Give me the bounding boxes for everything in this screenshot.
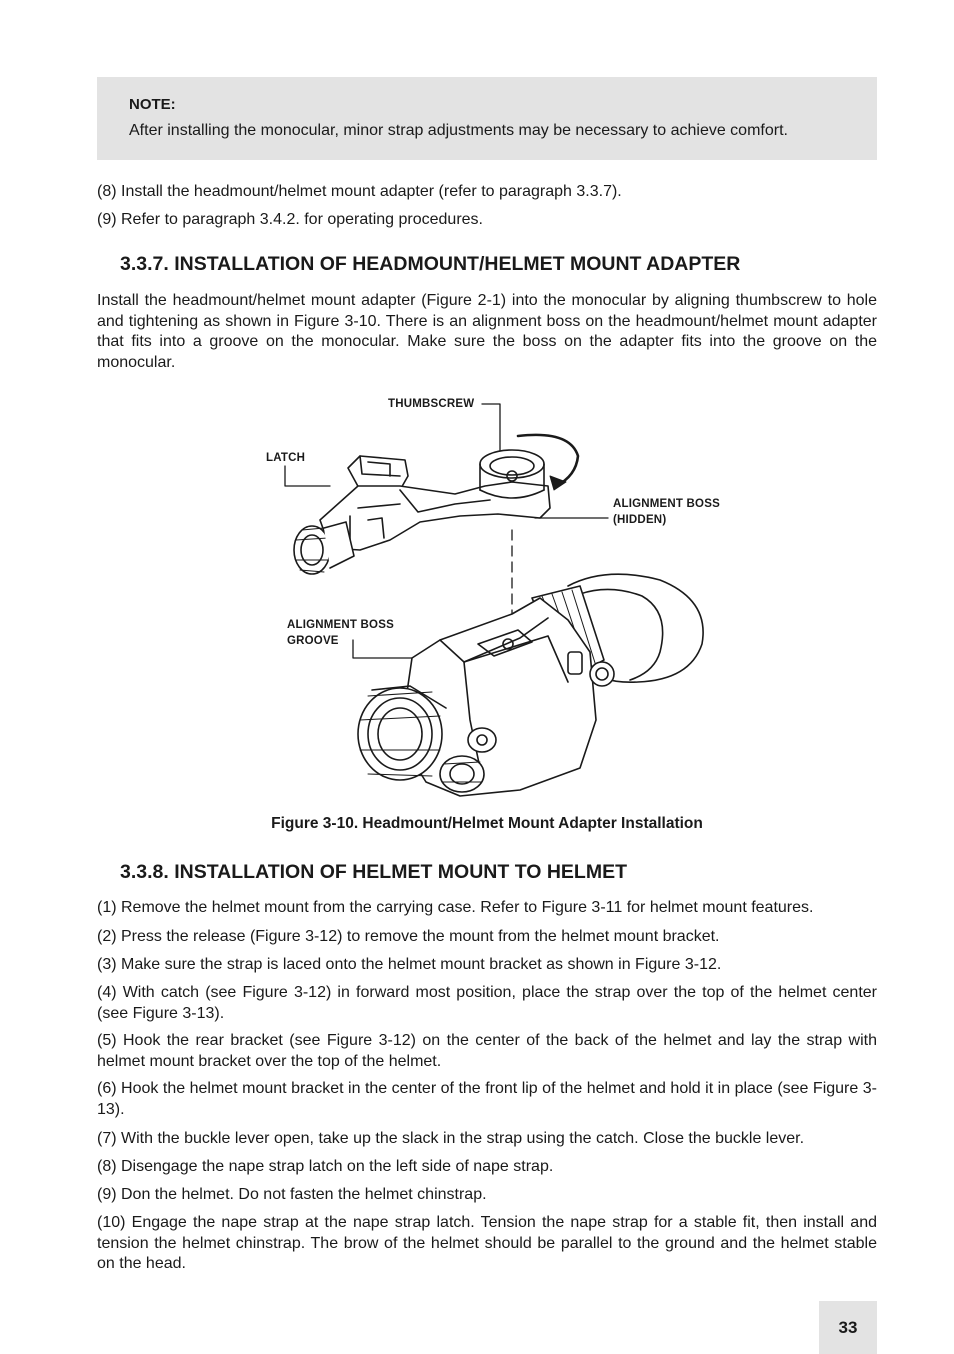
step-9: (9) Refer to paragraph 3.4.2. for operating procedures. [97, 211, 483, 228]
step-4: (4) With catch (see Figure 3-12) in forward most position, place the strap over the top of the helmet center (see Figure 3-13). [97, 984, 877, 1022]
figure-caption: Figure 3-10. Headmount/Helmet Mount Adapter Installation [271, 815, 703, 832]
step-2: (2) Press the release (Figure 3-12) to remove the mount from the helmet mount bracket. [97, 928, 720, 945]
step-1: (1) Remove the helmet mount from the carrying case. Refer to Figure 3-11 for helmet mount features. [97, 899, 814, 916]
label-latch: LATCH [266, 452, 306, 464]
section-body-337: Install the headmount/helmet mount adapter (Figure 2-1) into the monocular by aligning thumbscrew to hole and tightening as shown in Figure 3-10. There is an alignment boss on the headmount/helmet mount adapter that fits into a groove on the monocular. Make sure the boss on the adapter fits into the groove on the monocular. [97, 292, 877, 371]
step-8b: (8) Disengage the nape strap latch on the left side of nape strap. [97, 1158, 554, 1175]
label-alignment-boss-line1: ALIGNMENT BOSS [613, 498, 720, 510]
note-box [97, 77, 877, 160]
step-3: (3) Make sure the strap is laced onto the helmet mount bracket as shown in Figure 3-12. [97, 956, 722, 973]
step-10: (10) Engage the nape strap at the nape strap latch. Tension the nape strap for a stable fit, then install and tension the helmet chinstrap. The brow of the helmet should be parallel to the ground and the helmet stable on the head. [97, 1214, 877, 1272]
thumbscrew-leader [482, 404, 500, 456]
label-alignment-boss [613, 496, 720, 528]
figure-3-10 [250, 390, 730, 810]
step-6: (6) Hook the helmet mount bracket in the center of the front lip of the helmet and hold it in place (see Figure 3-13). [97, 1080, 877, 1118]
page-number: 33 [819, 1301, 877, 1354]
label-alignment-boss-groove [287, 617, 394, 649]
section-heading-337: 3.3.7. INSTALLATION OF HEADMOUNT/HELMET MOUNT ADAPTER [120, 253, 741, 275]
step-8: (8) Install the headmount/helmet mount adapter (refer to paragraph 3.3.7). [97, 183, 622, 200]
label-thumbscrew: THUMBSCREW [388, 398, 475, 410]
step-5: (5) Hook the rear bracket (see Figure 3-12) on the center of the back of the helmet and lay the strap with helmet mount bracket over the top of the helmet. [97, 1032, 877, 1070]
adapter-illustration [250, 390, 730, 810]
latch-leader [285, 466, 330, 486]
label-groove-line2: GROOVE [287, 635, 339, 647]
label-alignment-boss-line2: (HIDDEN) [613, 514, 667, 526]
step-7: (7) With the buckle lever open, take up the slack in the strap using the catch. Close the buckle lever. [97, 1130, 805, 1147]
note-body: After installing the monocular, minor strap adjustments may be necessary to achieve comfort. [129, 122, 788, 139]
label-groove-line1: ALIGNMENT BOSS [287, 619, 394, 631]
section-heading-338: 3.3.8. INSTALLATION OF HELMET MOUNT TO HELMET [120, 861, 627, 883]
note-title: NOTE: [129, 96, 176, 113]
step-9b: (9) Don the helmet. Do not fasten the helmet chinstrap. [97, 1186, 487, 1203]
